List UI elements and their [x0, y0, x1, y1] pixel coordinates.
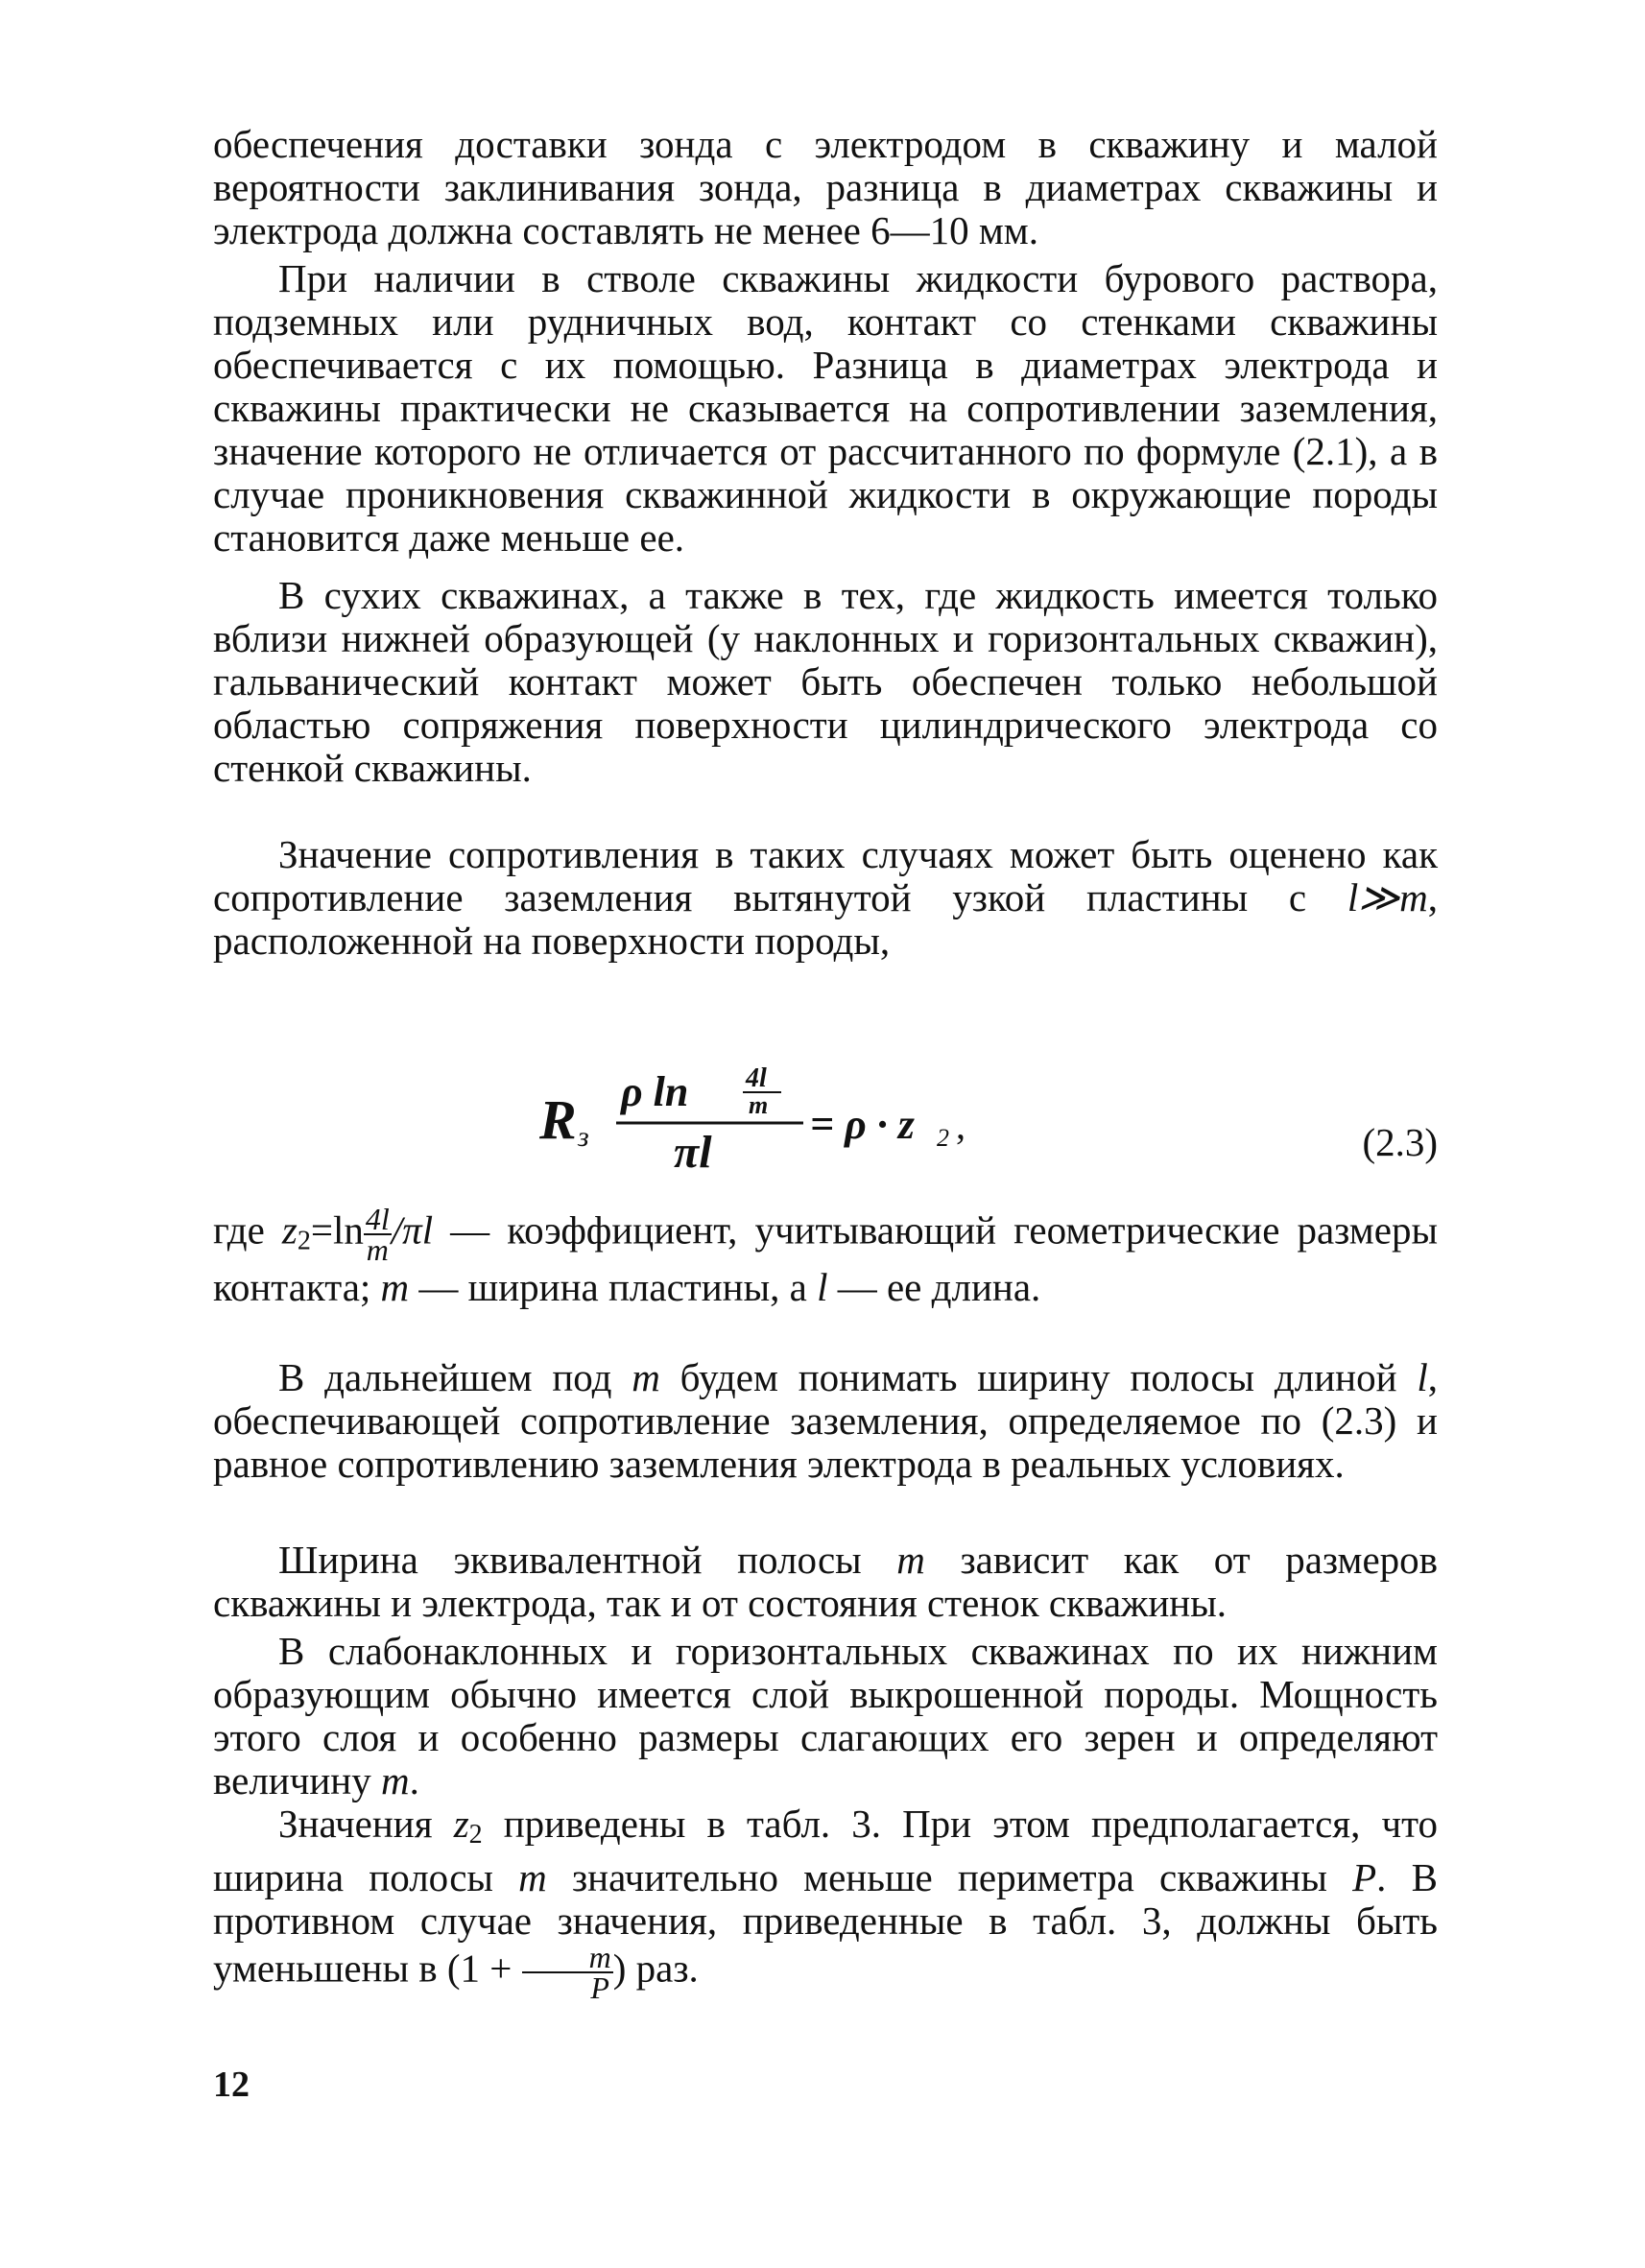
paragraph-9: Значения $z_2$ приведены в табл. 3. При этом предполагается, что ширина полосы m значительно меньше периметра скважины P. В противном случае значения, приведенные в табл. 3, должны быть уменьшены в (1 + $\frac{m}{P}$ ) раз. [213, 1802, 1438, 2005]
condition-l-much-greater-m: l≫m [1347, 875, 1428, 919]
formula-lhs-sub: з [578, 1121, 589, 1153]
paragraph-2: При наличии в стволе скважины жидкости бурового раствора, подземных или рудничных вод, контакт со стенками скважины обеспечивается с их помощью. Разница в диаметрах электрода и скважины практически не сказывается на сопротивлении заземления, значение которого не отличается от рассчитанного по формуле (2.1), а в случае проникновения скважинной жидкости в окружающие породы становится даже меньше ее. [213, 256, 1438, 560]
formula-num-frac-top: 4l [746, 1063, 767, 1093]
formula-denominator: πl [674, 1127, 712, 1178]
formula-rhs: = ρ · z [810, 1101, 915, 1148]
paragraph-3: В сухих скважинах, а также в тех, где жидкость имеется только вблизи нижней образующей (у наклонных и горизонтальных скважин), гальванический контакт может быть обеспечен только небольшой областью сопряжения поверхности цилиндрического электрода со стенкой скважины. [213, 573, 1438, 790]
formula-graphic [530, 1046, 1010, 1190]
equation-number: (2.3) [1362, 1120, 1438, 1164]
paragraph-5: где $z_2=\ln$ $\frac{4l}{m}$ /πl — коэффициент, учитывающий геометрические размеры контакта; m — ширина пластины, а l — ее длина. [213, 1202, 1438, 1310]
formula-rhs-end: , [956, 1104, 966, 1147]
paragraph-8: В слабонаклонных и горизонтальных скважинах по их нижним образующим обычно имеется слой выкрошенной породы. Мощность этого слоя и особенно размеры слагающих его зерен и определяют величину m. [213, 1629, 1438, 1802]
paragraph-6: В дальнейшем под m будем понимать ширину полосы длиной l, обеспечивающей сопротивление заземления, определяемое по (2.3) и равное сопротивлению заземления электрода в реальных условиях. [213, 1355, 1438, 1486]
formula-lhs: R [539, 1088, 577, 1151]
page-number: 12 [213, 2065, 250, 2105]
paragraph-1: обеспечения доставки зонда с электродом в скважину и малой вероятности заклинивания зонда, разница в диаметрах скважины и электрода должна составлять не менее 6—10 мм. [213, 122, 1438, 252]
paragraph-7: Ширина эквивалентной полосы m зависит как от размеров скважины и электрода, так и от состояния стенок скважины. [213, 1538, 1439, 1625]
formula-2-3 [213, 1046, 1438, 1190]
formula-numerator: ρ ln [621, 1068, 689, 1115]
inline-fraction-4l-m: $\frac{4l}{m}$ [365, 1202, 390, 1267]
inline-fraction-m-P: $\frac{m}{P}$ [522, 1943, 613, 2002]
formula-rhs-sub: 2 [937, 1124, 949, 1152]
paragraph-4: Значение сопротивления в таких случаях может быть оценено как сопротивление заземления вытянутой узкой пластины с l≫m, расположенной на поверхности породы, [213, 832, 1438, 963]
formula-num-frac-bot: m [749, 1091, 769, 1119]
